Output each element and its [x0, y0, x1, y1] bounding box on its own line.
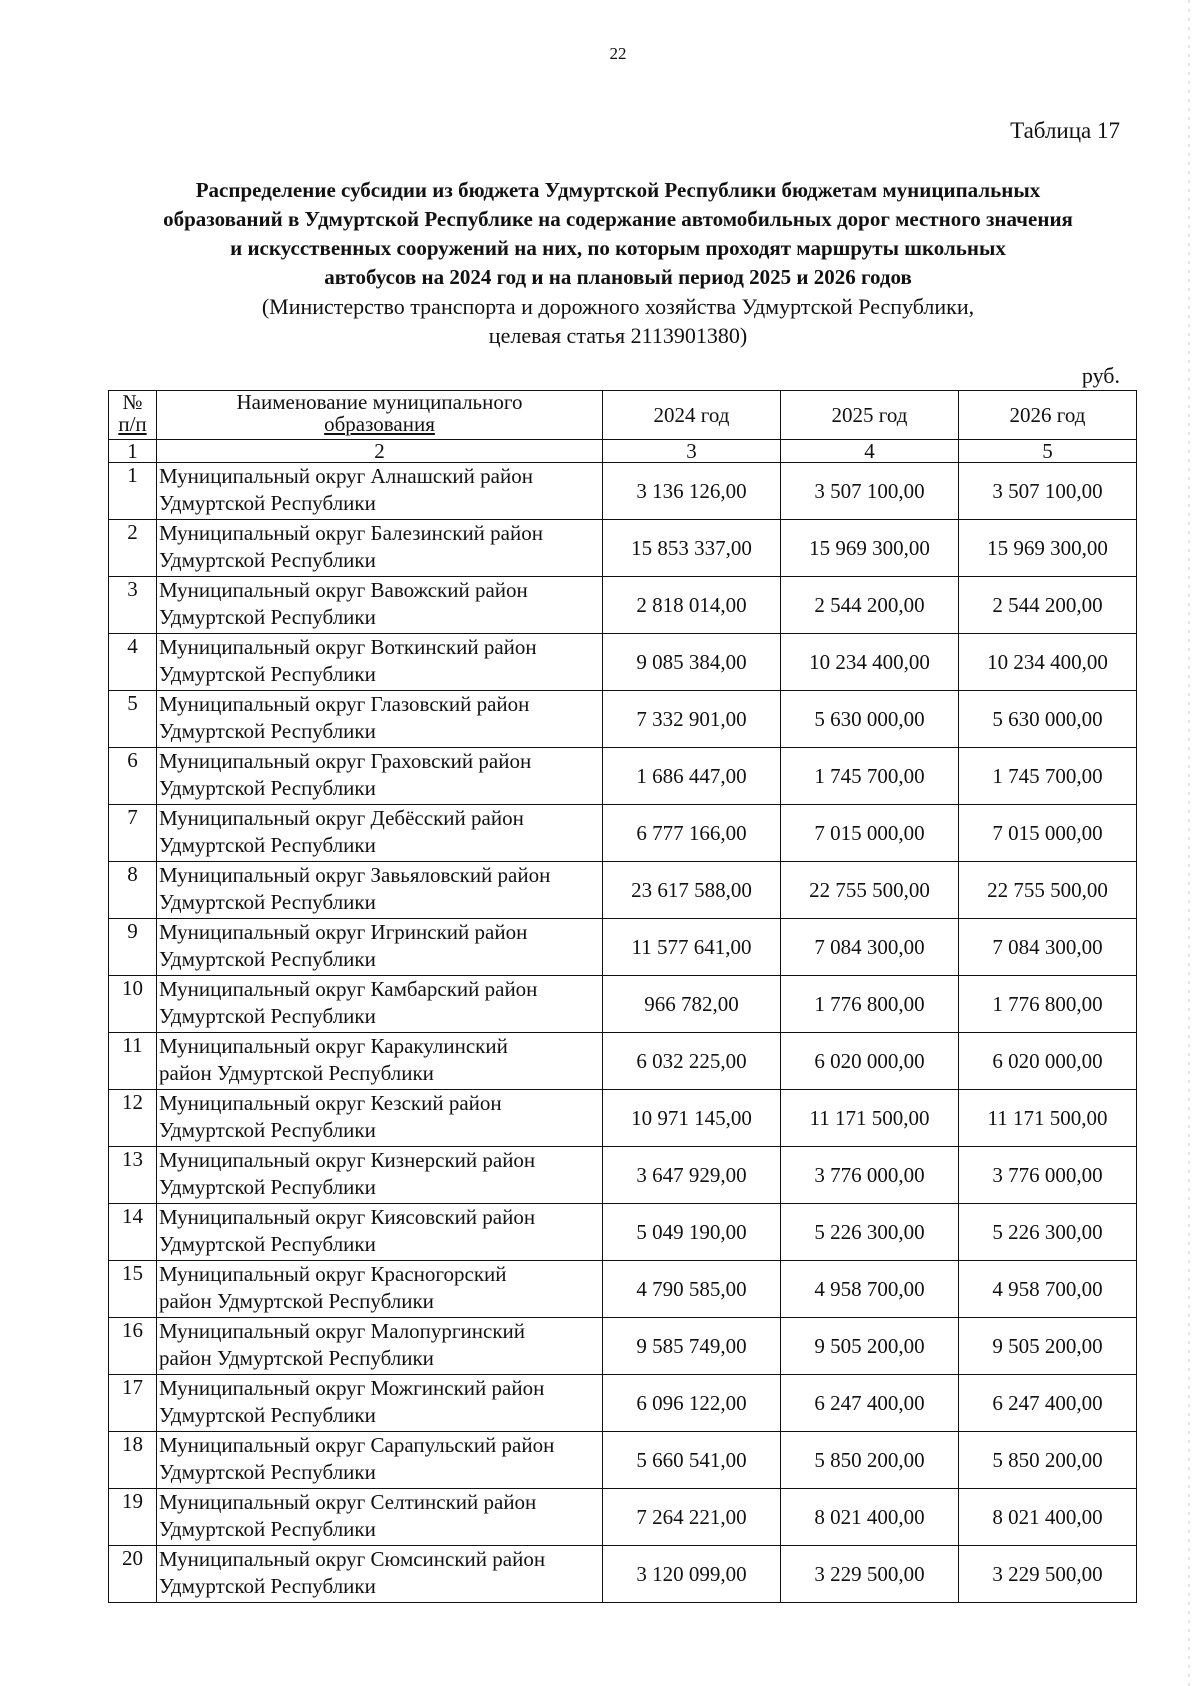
municipality-name-line-1: Муниципальный округ Кизнерский район [159, 1148, 536, 1172]
municipality-name-line-1: Муниципальный округ Малопургинский [159, 1319, 526, 1343]
amount-2024: 6 777 166,00 [603, 805, 781, 862]
municipality-name-line-2: Удмуртской Республики [159, 947, 376, 971]
amount-2024: 11 577 641,00 [603, 919, 781, 976]
title-subline-1: (Министерство транспорта и дорожного хозяйства Удмуртской Республики, [261, 294, 975, 319]
municipality-name [157, 862, 603, 919]
amount-2024: 966 782,00 [603, 976, 781, 1033]
amount-2025: 4 958 700,00 [781, 1261, 959, 1318]
municipality-name [157, 805, 603, 862]
header-number [109, 391, 157, 440]
row-number: 16 [109, 1318, 157, 1375]
municipality-name-line-1: Муниципальный округ Завьяловский район [159, 863, 551, 887]
table-row [109, 862, 1137, 919]
amount-2024: 2 818 014,00 [603, 577, 781, 634]
amount-2026: 1 776 800,00 [959, 976, 1137, 1033]
column-index: 1 [109, 440, 157, 463]
municipality-name [157, 1033, 603, 1090]
amount-2026: 1 745 700,00 [959, 748, 1137, 805]
amount-2025: 15 969 300,00 [781, 520, 959, 577]
municipality-name-line-2: Удмуртской Республики [159, 1004, 376, 1028]
municipality-name [157, 577, 603, 634]
municipality-name-line-2: Удмуртской Республики [159, 719, 376, 743]
amount-2024: 15 853 337,00 [603, 520, 781, 577]
municipality-name-line-2: Удмуртской Республики [159, 833, 376, 857]
header-number-line-2: п/п [118, 412, 147, 436]
amount-2024: 7 264 221,00 [603, 1489, 781, 1546]
table-row [109, 1261, 1137, 1318]
municipality-name-line-2: район Удмуртской Республики [159, 1346, 434, 1370]
municipality-name-line-1: Муниципальный округ Граховский район [159, 749, 532, 773]
municipality-name-line-1: Муниципальный округ Глазовский район [159, 692, 530, 716]
column-index: 2 [157, 440, 603, 463]
amount-2025: 7 015 000,00 [781, 805, 959, 862]
municipality-name-line-1: Муниципальный округ Селтинский район [159, 1490, 537, 1514]
municipality-name-line-2: Удмуртской Республики [159, 1574, 376, 1598]
amount-2025: 8 021 400,00 [781, 1489, 959, 1546]
row-number: 8 [109, 862, 157, 919]
table-row [109, 577, 1137, 634]
amount-2026: 3 507 100,00 [959, 463, 1137, 520]
row-number: 17 [109, 1375, 157, 1432]
header-2024: 2024 год [603, 391, 781, 440]
title-line-1: Распределение субсидии из бюджета Удмуртской Республики бюджетам муниципальных [195, 178, 1041, 202]
municipality-name [157, 1147, 603, 1204]
table-row [109, 976, 1137, 1033]
amount-2025: 6 020 000,00 [781, 1033, 959, 1090]
amount-2026: 6 020 000,00 [959, 1033, 1137, 1090]
municipality-name [157, 634, 603, 691]
table-body [109, 463, 1137, 1603]
municipality-name-line-2: район Удмуртской Республики [159, 1061, 434, 1085]
amount-2026: 5 630 000,00 [959, 691, 1137, 748]
amount-2025: 1 745 700,00 [781, 748, 959, 805]
amount-2025: 3 776 000,00 [781, 1147, 959, 1204]
amount-2025: 3 229 500,00 [781, 1546, 959, 1603]
table-label: Таблица 17 [1010, 118, 1120, 143]
amount-2024: 3 647 929,00 [603, 1147, 781, 1204]
table-row [109, 1546, 1137, 1603]
amount-2025: 9 505 200,00 [781, 1318, 959, 1375]
row-number: 15 [109, 1261, 157, 1318]
municipality-name-line-1: Муниципальный округ Игринский район [159, 920, 528, 944]
amount-2024: 9 085 384,00 [603, 634, 781, 691]
municipality-name-line-1: Муниципальный округ Каракулинский [159, 1034, 508, 1058]
amount-2025: 5 630 000,00 [781, 691, 959, 748]
amount-2024: 3 120 099,00 [603, 1546, 781, 1603]
amount-2024: 3 136 126,00 [603, 463, 781, 520]
row-number: 13 [109, 1147, 157, 1204]
municipality-name-line-2: Удмуртской Республики [159, 605, 376, 629]
amount-2025: 1 776 800,00 [781, 976, 959, 1033]
row-number: 12 [109, 1090, 157, 1147]
amount-2024: 6 096 122,00 [603, 1375, 781, 1432]
amount-2025: 7 084 300,00 [781, 919, 959, 976]
title-line-2: образований в Удмуртской Республике на содержание автомобильных дорог местного значения [163, 207, 1073, 231]
municipality-name-line-2: Удмуртской Республики [159, 1517, 376, 1541]
row-number: 2 [109, 520, 157, 577]
row-number: 20 [109, 1546, 157, 1603]
table-row [109, 520, 1137, 577]
title-line-4: автобусов на 2024 год и на плановый период 2025 и 2026 годов [324, 265, 912, 289]
scan-margin-mark [1188, 0, 1190, 1686]
amount-2024: 5 660 541,00 [603, 1432, 781, 1489]
row-number: 6 [109, 748, 157, 805]
row-number: 4 [109, 634, 157, 691]
header-name-line-1: Наименование муниципального [236, 390, 523, 414]
row-number: 18 [109, 1432, 157, 1489]
municipality-name-line-1: Муниципальный округ Балезинский район [159, 521, 543, 545]
table-row [109, 805, 1137, 862]
amount-2026: 8 021 400,00 [959, 1489, 1137, 1546]
amount-2025: 5 850 200,00 [781, 1432, 959, 1489]
municipality-name-line-2: Удмуртской Республики [159, 1232, 376, 1256]
municipality-name [157, 976, 603, 1033]
municipality-name-line-1: Муниципальный округ Воткинский район [159, 635, 537, 659]
municipality-name-line-2: Удмуртской Республики [159, 491, 376, 515]
municipality-name-line-1: Муниципальный округ Сюмсинский район [159, 1547, 546, 1571]
municipality-name-line-1: Муниципальный округ Кезский район [159, 1091, 502, 1115]
row-number: 3 [109, 577, 157, 634]
column-index: 3 [603, 440, 781, 463]
municipality-name-line-2: Удмуртской Республики [159, 1403, 376, 1427]
municipality-name-line-2: Удмуртской Республики [159, 1175, 376, 1199]
amount-2024: 4 790 585,00 [603, 1261, 781, 1318]
amount-2026: 4 958 700,00 [959, 1261, 1137, 1318]
municipality-name-line-2: Удмуртской Республики [159, 1460, 376, 1484]
row-number: 1 [109, 463, 157, 520]
municipality-name-line-2: Удмуртской Республики [159, 662, 376, 686]
amount-2025: 10 234 400,00 [781, 634, 959, 691]
municipality-name-line-2: Удмуртской Республики [159, 890, 376, 914]
amount-2026: 9 505 200,00 [959, 1318, 1137, 1375]
column-index-row [109, 440, 1137, 463]
municipality-name-line-2: Удмуртской Республики [159, 776, 376, 800]
municipality-name-line-1: Муниципальный округ Можгинский район [159, 1376, 545, 1400]
table-row [109, 1147, 1137, 1204]
table-header-row [109, 391, 1137, 440]
amount-2024: 23 617 588,00 [603, 862, 781, 919]
amount-2025: 6 247 400,00 [781, 1375, 959, 1432]
page-number: 22 [609, 44, 627, 63]
municipality-name-line-1: Муниципальный округ Вавожский район [159, 578, 528, 602]
row-number: 10 [109, 976, 157, 1033]
municipality-name [157, 1375, 603, 1432]
table-row [109, 1375, 1137, 1432]
column-index: 5 [959, 440, 1137, 463]
row-number: 14 [109, 1204, 157, 1261]
amount-2024: 9 585 749,00 [603, 1318, 781, 1375]
amount-2026: 7 084 300,00 [959, 919, 1137, 976]
municipality-name-line-2: Удмуртской Республики [159, 1118, 376, 1142]
municipality-name-line-1: Муниципальный округ Красногорский [159, 1262, 507, 1286]
amount-2024: 6 032 225,00 [603, 1033, 781, 1090]
amount-2026: 5 226 300,00 [959, 1204, 1137, 1261]
municipality-name-line-2: Удмуртской Республики [159, 548, 376, 572]
header-name [157, 391, 603, 440]
table-row [109, 1489, 1137, 1546]
amount-2026: 3 229 500,00 [959, 1546, 1137, 1603]
municipality-name [157, 1489, 603, 1546]
amount-2025: 5 226 300,00 [781, 1204, 959, 1261]
amount-2026: 15 969 300,00 [959, 520, 1137, 577]
municipality-name-line-1: Муниципальный округ Камбарский район [159, 977, 538, 1001]
table-row [109, 463, 1137, 520]
currency-unit: руб. [1081, 363, 1120, 388]
row-number: 19 [109, 1489, 157, 1546]
amount-2024: 1 686 447,00 [603, 748, 781, 805]
table-row [109, 1318, 1137, 1375]
row-number: 9 [109, 919, 157, 976]
municipality-name-line-1: Муниципальный округ Сарапульский район [159, 1433, 555, 1457]
amount-2026: 11 171 500,00 [959, 1090, 1137, 1147]
table-row [109, 1033, 1137, 1090]
amount-2026: 22 755 500,00 [959, 862, 1137, 919]
header-name-line-2: образования [324, 412, 435, 436]
amount-2025: 3 507 100,00 [781, 463, 959, 520]
municipality-name [157, 520, 603, 577]
municipality-name-line-1: Муниципальный округ Дебёсский район [159, 806, 524, 830]
amount-2025: 11 171 500,00 [781, 1090, 959, 1147]
header-2025: 2025 год [781, 391, 959, 440]
amount-2025: 22 755 500,00 [781, 862, 959, 919]
table-row [109, 1432, 1137, 1489]
municipality-name-line-1: Муниципальный округ Киясовский район [159, 1205, 536, 1229]
municipality-name [157, 748, 603, 805]
amount-2026: 2 544 200,00 [959, 577, 1137, 634]
title-line-3: и искусственных сооружений на них, по которым проходят маршруты школьных [230, 236, 1006, 260]
title-subline-2: целевая статья 2113901380) [488, 323, 748, 348]
row-number: 7 [109, 805, 157, 862]
municipality-name [157, 691, 603, 748]
amount-2024: 10 971 145,00 [603, 1090, 781, 1147]
municipality-name [157, 463, 603, 520]
municipality-name-line-2: район Удмуртской Республики [159, 1289, 434, 1313]
municipality-name [157, 1318, 603, 1375]
table-row [109, 691, 1137, 748]
document-title [100, 176, 1136, 350]
municipality-name [157, 1204, 603, 1261]
amount-2026: 3 776 000,00 [959, 1147, 1137, 1204]
table-row [109, 919, 1137, 976]
municipality-name [157, 919, 603, 976]
table-row [109, 1204, 1137, 1261]
column-index: 4 [781, 440, 959, 463]
table-row [109, 634, 1137, 691]
municipality-name [157, 1546, 603, 1603]
amount-2025: 2 544 200,00 [781, 577, 959, 634]
row-number: 11 [109, 1033, 157, 1090]
table-row [109, 748, 1137, 805]
amount-2024: 5 049 190,00 [603, 1204, 781, 1261]
subsidy-table [108, 390, 1137, 1603]
municipality-name-line-1: Муниципальный округ Алнашский район [159, 464, 533, 488]
amount-2026: 7 015 000,00 [959, 805, 1137, 862]
table-row [109, 1090, 1137, 1147]
row-number: 5 [109, 691, 157, 748]
amount-2026: 10 234 400,00 [959, 634, 1137, 691]
municipality-name [157, 1090, 603, 1147]
amount-2024: 7 332 901,00 [603, 691, 781, 748]
amount-2026: 6 247 400,00 [959, 1375, 1137, 1432]
amount-2026: 5 850 200,00 [959, 1432, 1137, 1489]
municipality-name [157, 1432, 603, 1489]
header-2026: 2026 год [959, 391, 1137, 440]
municipality-name [157, 1261, 603, 1318]
header-number-line-1: № [122, 390, 143, 414]
